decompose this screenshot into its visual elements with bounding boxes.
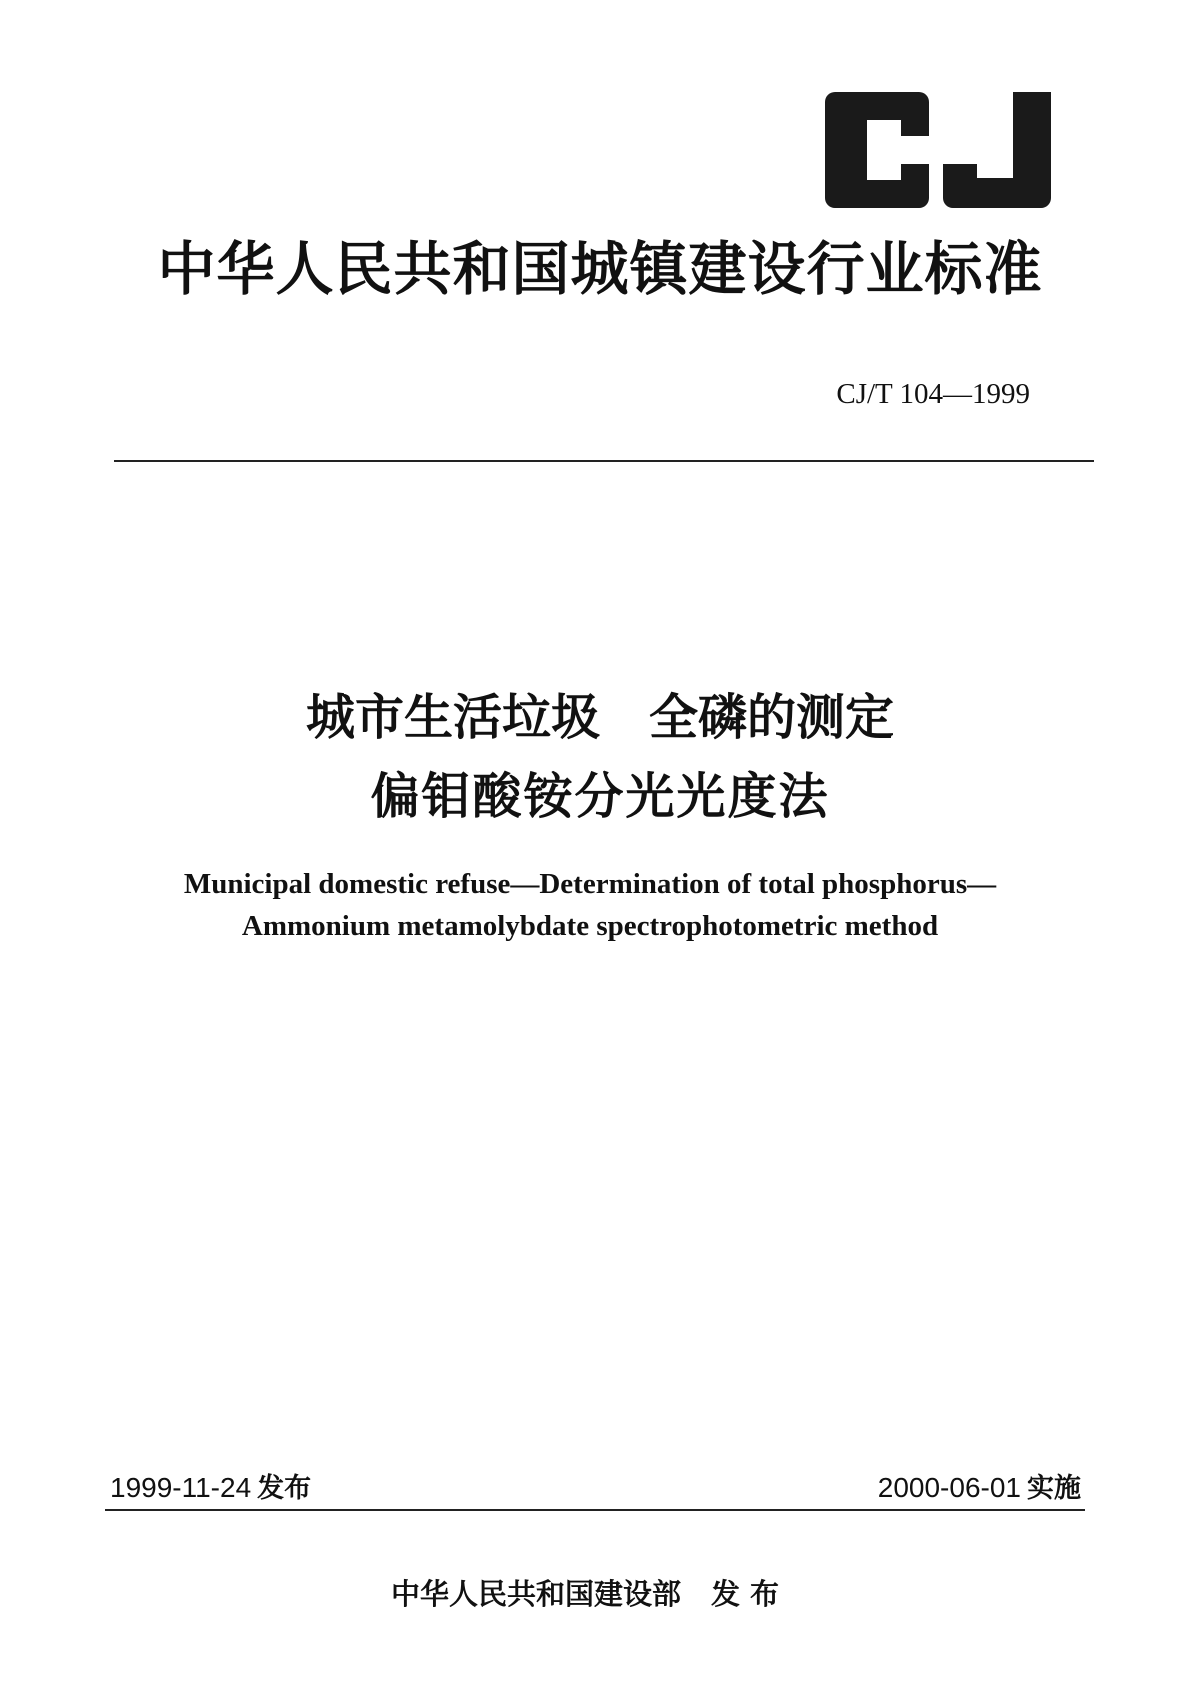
english-title-line-2: Ammonium metamolybdate spectrophotometric method [241,910,939,942]
standard-title: 中华人民共和国城镇建设行业标准 [157,235,1043,303]
cj-logo-mark [825,92,1053,208]
publisher-name: 中华人民共和国建设部 [390,1577,681,1611]
footer-divider [105,1509,1085,1511]
implement-label: 实施 [1027,1473,1081,1504]
header-divider [114,460,1094,462]
chinese-title-line-2: 偏钼酸铵分光光度法 [370,768,830,825]
implement-date: 2000-06-01 [877,1472,1021,1503]
standard-code: CJ/T 104—1999 [836,378,1030,410]
cj-logo [825,92,1053,208]
issue-date: 1999-11-24 [110,1472,252,1503]
issue-label: 发布 [257,1473,312,1504]
publisher-line [90,1572,1090,1613]
implement-date-block [878,1466,1081,1505]
issue-date-block [110,1466,311,1505]
english-title-line-1: Municipal domestic refuse—Determination of total phosphorus— [183,868,997,900]
chinese-title-line-1: 城市生活垃圾 全磷的测定 [305,689,894,746]
publisher-action: 发布 [711,1577,790,1611]
